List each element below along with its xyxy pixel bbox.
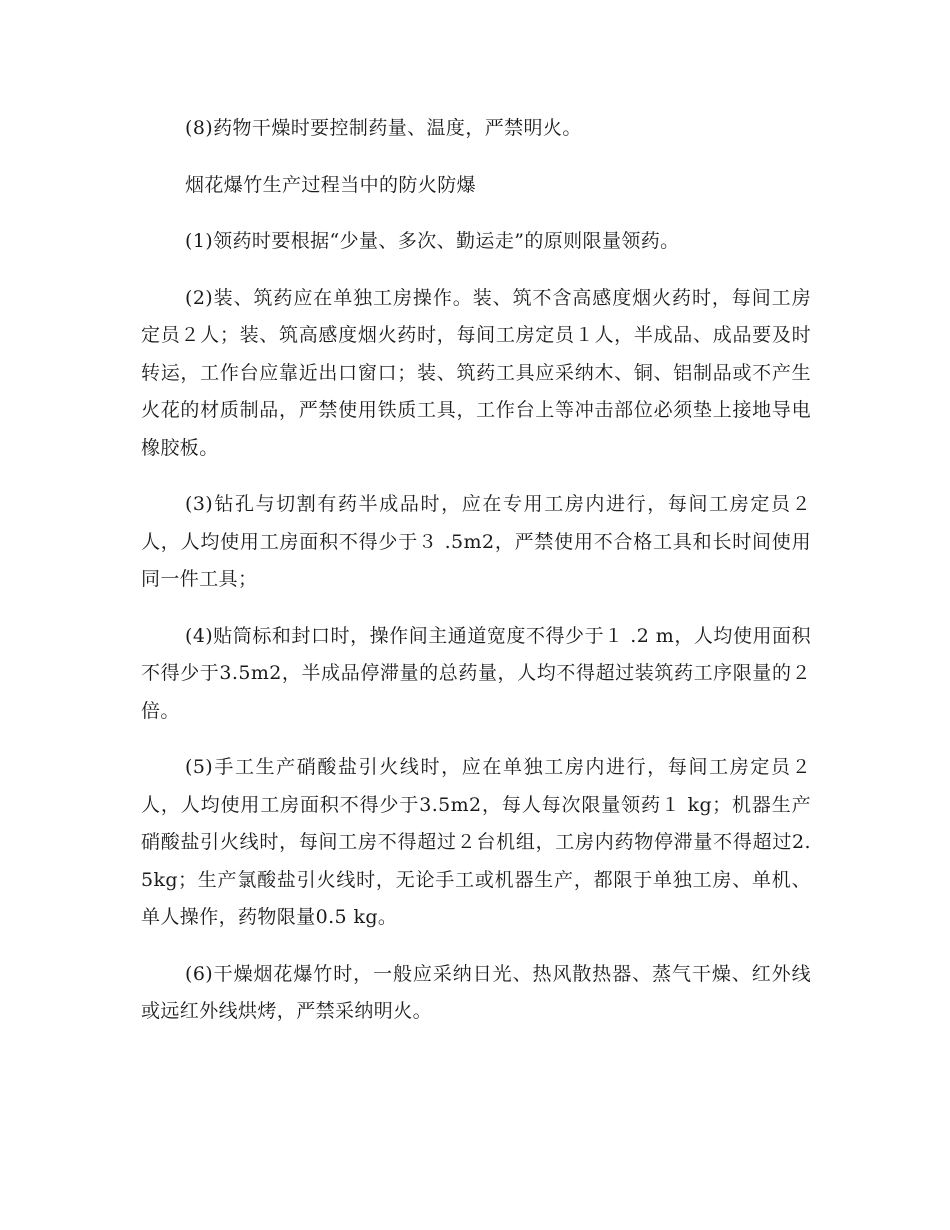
- section-heading-fire-prevention: 烟花爆竹生产过程当中的防火防爆: [185, 173, 477, 196]
- paragraph-item-4-labeling: (4)贴筒标和封口时，操作间主通道宽度不得少于１ .2 m，人均使用面积不得少于3.5m2，半成品停滞量的总药量，人均不得超过装筑药工序限量的２倍。: [141, 624, 811, 722]
- paragraph-item-1-collect-powder: (1)领药时要根据“少量、多次、勤运走”的原则限量领药。: [185, 230, 680, 252]
- paragraph-item-6-drying-fireworks: (6)干燥烟花爆竹时，一般应采纳日光、热风散热器、蒸气干燥、红外线或远红外线烘烤，严禁采纳明火。: [141, 962, 811, 1022]
- paragraph-item-5-fuse-production: (5)手工生产硝酸盐引火线时，应在单独工房内进行，每间工房定员２人，人均使用工房面积不得少于3.5m2，每人每次限量领药１ kg；机器生产硝酸盐引火线时，每间工房不得超过２台机组，工房内药物停滞量不得超过2.5kg；生产氯酸盐引火线时，无论手工或机器生产，都限于单独工房、单机、单人操作，药物限量0.5 kg。: [141, 756, 811, 928]
- document-body: [141, 110, 811, 1050]
- paragraph-item-2-loading: (2)装、筑药应在单独工房操作。装、筑不含高感度烟火药时，每间工房定员２人；装、筑高感度烟火药时，每间工房定员１人，半成品、成品要及时转运，工作台应靠近出口窗口；装、筑药工具应采纳木、铜、铝制品或不产生火花的材质制品，严禁使用铁质工具，工作台上等冲击部位必须垫上接地导电橡胶板。: [141, 286, 811, 459]
- paragraph-item-3-drilling: (3)钻孔与切割有药半成品时，应在专用工房内进行，每间工房定员２人，人均使用工房面积不得少于３ .5m2，严禁使用不合格工具和长时间使用同一件工具；: [141, 493, 811, 590]
- paragraph-item-8-drying: (8)药物干燥时要控制药量、温度，严禁明火。: [185, 117, 582, 139]
